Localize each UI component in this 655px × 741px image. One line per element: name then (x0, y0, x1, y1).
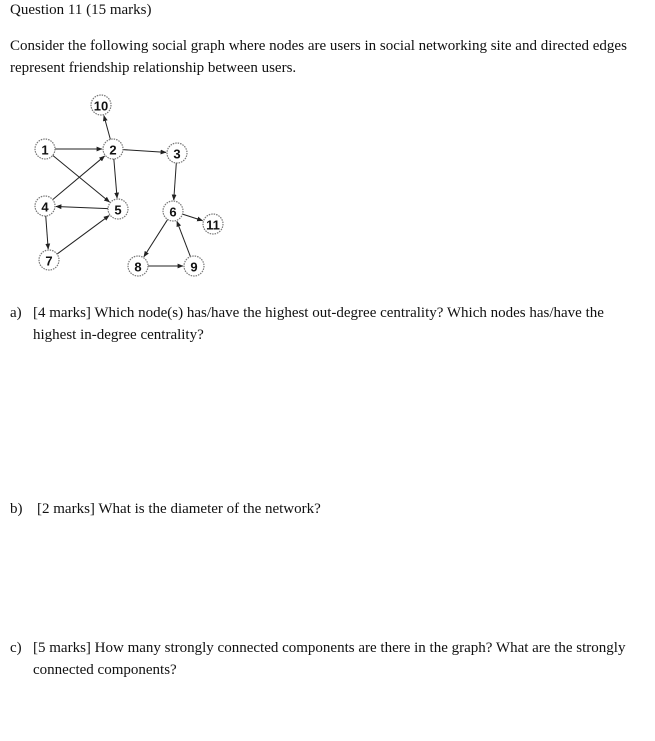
part-label: c) (10, 640, 22, 656)
question-part-b (10, 498, 640, 520)
edge-3-to-6 (174, 163, 177, 200)
graph-node-7 (39, 250, 59, 270)
node-label: 9 (190, 259, 198, 275)
node-label: 5 (114, 202, 122, 218)
node-label: 8 (134, 259, 142, 275)
node-label: 3 (173, 146, 181, 162)
edge-5-to-4 (56, 206, 108, 208)
question-part-c (10, 637, 640, 681)
edge-6-to-11 (183, 214, 203, 221)
node-label: 2 (109, 142, 117, 158)
node-label: 4 (41, 199, 49, 215)
edge-2-to-10 (104, 116, 110, 140)
edge-1-to-5 (53, 155, 110, 202)
node-label: 7 (45, 253, 53, 269)
graph-node-6 (163, 201, 183, 221)
node-label: 10 (93, 98, 109, 114)
part-label: a) (10, 305, 22, 321)
graph-node-10 (91, 95, 111, 115)
question-intro: Consider the following social graph where nodes are users in social networking site and directed edges represent friendship relationship between users. (10, 38, 627, 76)
part-text: [5 marks] How many strongly connected components are there in the graph? What are the strongly connected components? (33, 640, 626, 678)
edge-9-to-6 (177, 221, 191, 256)
graph-node-4 (35, 196, 55, 216)
edge-7-to-5 (57, 216, 109, 255)
edge-4-to-2 (53, 156, 105, 200)
node-label: 6 (169, 204, 177, 220)
graph-node-1 (35, 139, 55, 159)
node-label: 11 (206, 217, 220, 233)
question-title: Question 11 (15 marks) (10, 2, 152, 18)
graph-node-8 (128, 256, 148, 276)
part-text: [4 marks] Which node(s) has/have the highest out-degree centrality? Which nodes has/have the highest in-degree centrality? (33, 305, 604, 343)
part-label: b) (10, 501, 23, 517)
graph-node-2 (103, 139, 123, 159)
edge-4-to-7 (46, 216, 48, 249)
part-text: [2 marks] What is the diameter of the network? (37, 501, 321, 517)
edge-2-to-3 (123, 150, 166, 153)
graph-node-11 (203, 214, 223, 234)
graph-node-5 (108, 199, 128, 219)
question-part-a (10, 302, 640, 346)
node-label: 1 (41, 142, 49, 158)
edge-2-to-5 (114, 159, 117, 198)
social-graph-diagram (20, 88, 240, 288)
graph-node-9 (184, 256, 204, 276)
graph-node-3 (167, 143, 187, 163)
edge-6-to-8 (144, 219, 168, 256)
